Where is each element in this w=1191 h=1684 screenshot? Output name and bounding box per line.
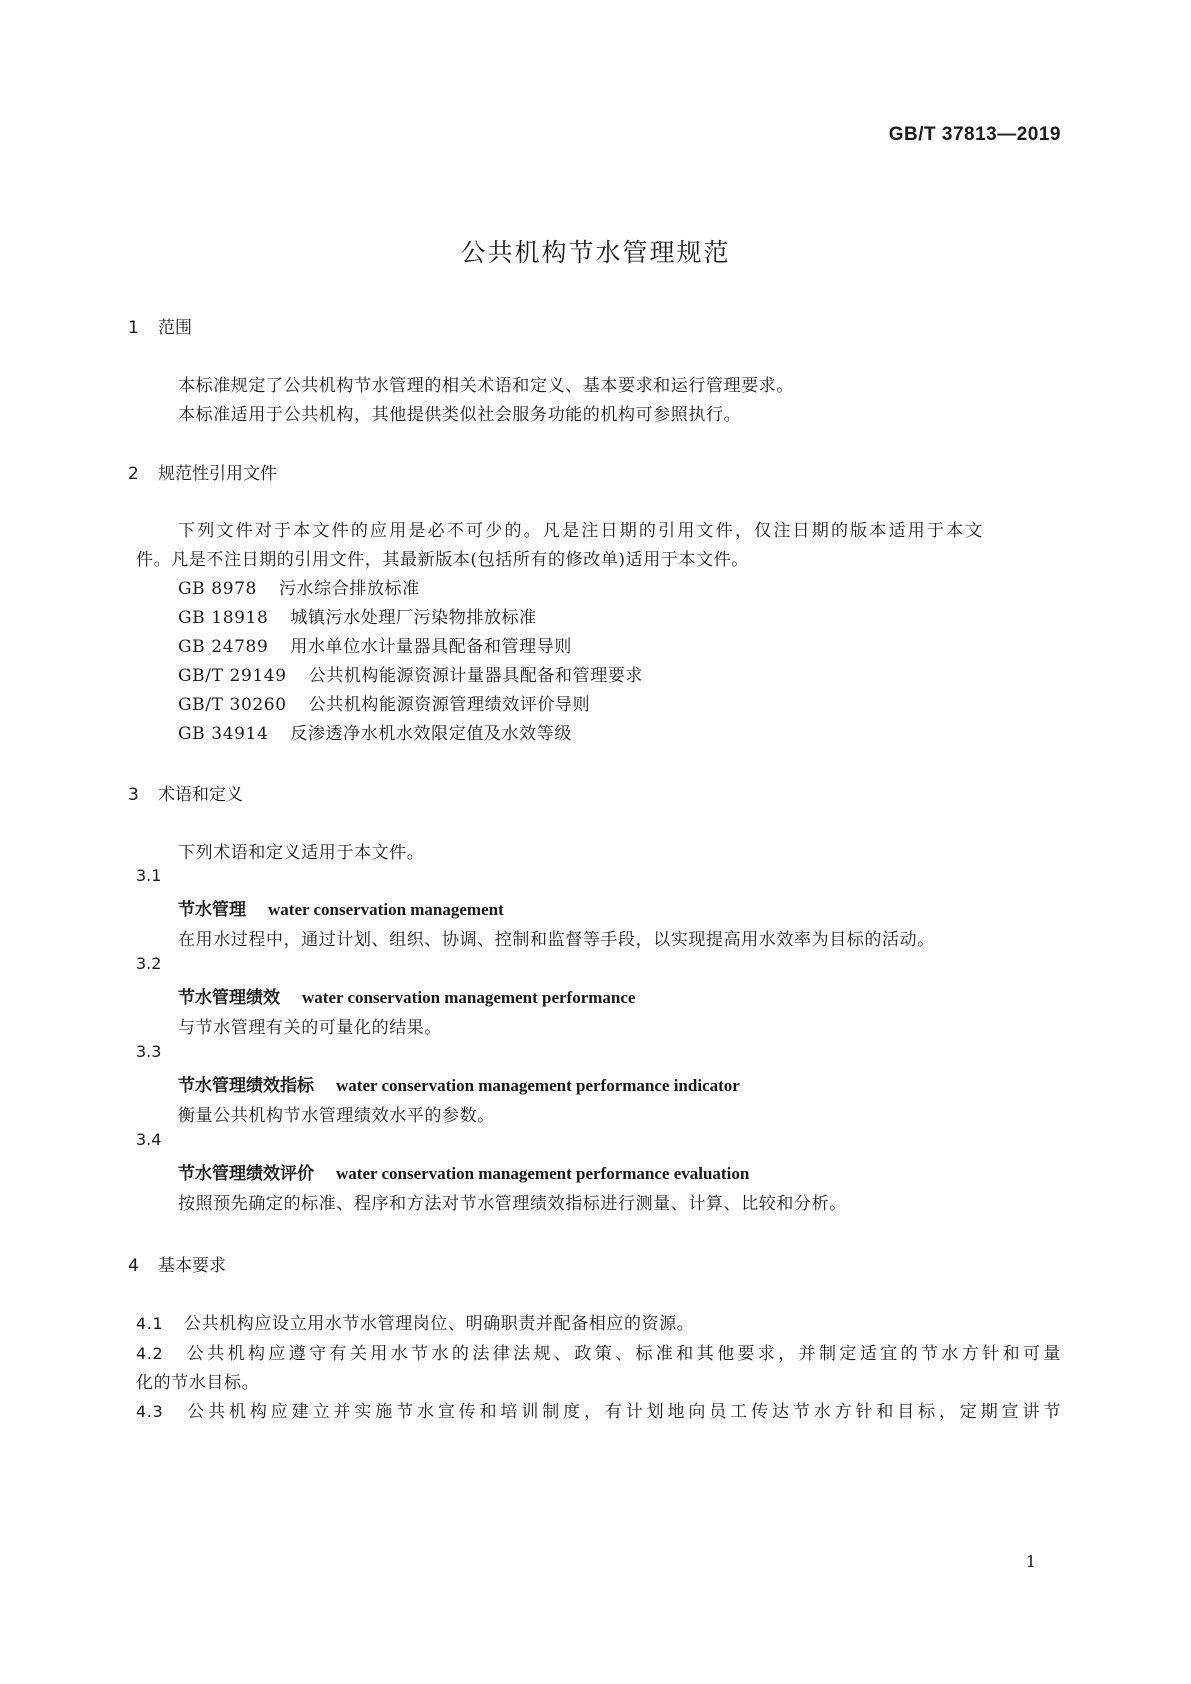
term-entry [178,895,504,920]
reference-item [178,661,643,686]
reference-item [178,603,537,628]
paragraph: 件。凡是不注日期的引用文件，其最新版本(包括所有的修改单)适用于本文件。 [136,550,749,570]
reference-item [178,690,590,715]
paragraph: 下列文件对于本文件的应用是必不可少的。凡是注日期的引用文件，仅注日期的版本适用于本文 [178,521,983,541]
reference-code: GB/T 29149 [178,666,287,686]
reference-code: GB 34914 [178,724,269,744]
requirement-item [136,1339,1061,1364]
term-en: water conservation management performance [302,988,636,1007]
reference-name: 城镇污水处理厂污染物排放标准 [290,608,537,628]
reference-name: 污水综合排放标准 [278,579,420,599]
term-zh: 节水管理绩效指标 [178,1076,314,1096]
clause-number: 3.1 [136,866,162,885]
section-number: 1 [128,318,139,338]
reference-item [178,719,572,744]
requirement-continuation: 化的节水目标。 [136,1373,260,1393]
reference-name: 公共机构能源资源计量器具配备和管理要求 [308,666,644,686]
section-number: 2 [128,464,139,484]
reference-name: 用水单位水计量器具配备和管理导则 [290,637,572,657]
term-zh: 节水管理绩效评价 [178,1164,314,1184]
reference-name: 反渗透净水机水效限定值及水效等级 [290,724,572,744]
term-en: water conservation management performance evaluation [336,1164,750,1183]
section-number: 3 [128,785,139,805]
term-zh: 节水管理 [178,900,246,920]
requirement-text: 公共机构应建立并实施节水宣传和培训制度，有计划地向员工传达节水方针和目标，定期宣讲节 [184,1402,1061,1422]
paragraph: 本标准适用于公共机构，其他提供类似社会服务功能的机构可参照执行。 [178,405,742,425]
term-definition: 在用水过程中，通过计划、组织、协调、控制和监督等手段，以实现提高用水效率为目标的活动。 [178,930,935,950]
reference-name: 公共机构能源资源管理绩效评价导则 [308,695,591,715]
clause-number: 3.4 [136,1130,162,1149]
section-heading-3 [128,780,243,805]
requirement-item [136,1397,1061,1422]
requirement-number: 4.2 [136,1344,164,1363]
reference-code: GB 8978 [178,579,257,599]
section-heading-1 [128,313,192,338]
standard-number: GB/T 37813—2019 [888,124,1061,145]
term-definition: 衡量公共机构节水管理绩效水平的参数。 [178,1106,495,1126]
clause-number: 3.2 [136,954,162,973]
term-en: water conservation management [268,900,504,919]
reference-code: GB 24789 [178,637,269,657]
section-title: 范围 [158,318,192,338]
requirement-text: 公共机构应设立用水节水管理岗位、明确职责并配备相应的资源。 [184,1314,695,1334]
section-title: 基本要求 [158,1256,226,1276]
clause-number: 3.3 [136,1042,162,1061]
requirement-number: 4.3 [136,1402,164,1421]
section-heading-2 [128,459,277,484]
requirement-number: 4.1 [136,1314,164,1333]
section-title: 术语和定义 [158,785,243,805]
term-en: water conservation management performance indicator [336,1076,740,1095]
term-definition: 与节水管理有关的可量化的结果。 [178,1018,442,1038]
term-entry [178,983,635,1008]
requirement-item [136,1309,694,1334]
term-entry [178,1159,749,1184]
document-title: 公共机构节水管理规范 [460,238,731,267]
reference-item [178,632,572,657]
page-number: 1 [1025,1552,1036,1571]
paragraph: 本标准规定了公共机构节水管理的相关术语和定义、基本要求和运行管理要求。 [178,376,794,396]
term-entry [178,1071,740,1096]
reference-code: GB/T 30260 [178,695,287,715]
requirement-text: 公共机构应遵守有关用水节水的法律法规、政策、标准和其他要求，并制定适宜的节水方针和可量 [184,1344,1061,1364]
paragraph: 下列术语和定义适用于本文件。 [178,843,425,863]
term-zh: 节水管理绩效 [178,988,280,1008]
section-title: 规范性引用文件 [158,464,277,484]
reference-code: GB 18918 [178,608,269,628]
section-number: 4 [128,1256,139,1276]
term-definition: 按照预先确定的标准、程序和方法对节水管理绩效指标进行测量、计算、比较和分析。 [178,1194,847,1214]
section-heading-4 [128,1251,226,1276]
reference-item [178,574,420,599]
